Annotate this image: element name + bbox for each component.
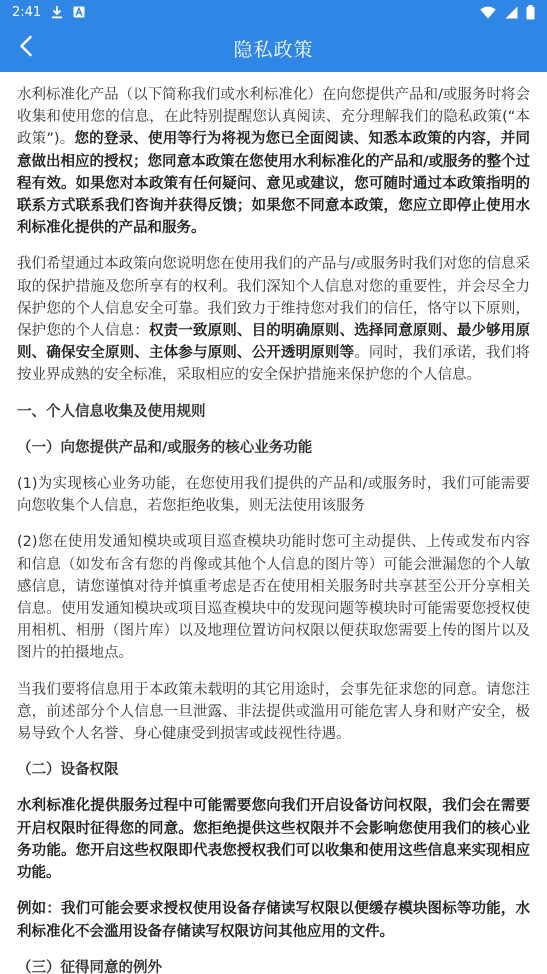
status-time: 2:41 [12, 4, 42, 20]
font-a-icon [73, 6, 85, 18]
principles-tail-text: 。同时，我们承诺，我们将按业界成熟的安全标准，采取相应的安全保护措施来保护您的个人信息。 [17, 345, 530, 384]
app-bar [0, 24, 547, 72]
section-heading-collection: 一、个人信息收集及使用规则 [17, 403, 206, 420]
battery-icon [526, 5, 535, 20]
back-button[interactable] [8, 24, 44, 72]
example-bold-text: 例如：我们可能会要求授权使用设备存储读写权限以便缓存模块图标等功能，水利标准化不会滥用设备存储读写权限访问其他应用的文件。 [17, 901, 530, 940]
permissions-paragraph [17, 795, 530, 884]
subsection-heading-core: （一）向您提供产品和/或服务的核心业务功能 [17, 439, 313, 456]
intro-bold-text: 您的登录、使用等行为将视为您已全面阅读、知悉本政策的内容，并同意做出相应的授权；您同意本政策在您使用水利标准化的产品和/或服务的整个过程有效。如果您对本政策有任何疑问、意见或建议，您可随时通过本政策指明的联系方式联系我们咨询并获得反馈；如果您不同意本政策，您应立即停止使用水利标准化提供的产品和服务。 [17, 131, 531, 237]
wifi-icon [480, 6, 496, 19]
principles-bold-text: 权责一致原则、目的明确原则、选择同意原则、最少够用原则、确保安全原则、主体参与原则、公开透明原则等 [17, 323, 531, 362]
status-bar [0, 0, 547, 24]
example-paragraph [17, 898, 530, 942]
page-title: 隐私政策 [233, 38, 314, 61]
subsection-heading-exceptions: （三）征得同意的例外 [17, 959, 162, 974]
subsection-heading-permissions: （二）设备权限 [17, 762, 119, 779]
list-item-core-function: (1)为实现核心业务功能，在您使用我们提供的产品和/或服务时，我们可能需要向您收集个人信息，若您拒绝收集，则无法使用该服务 [17, 476, 530, 515]
other-use-paragraph: 当我们要将信息用于本政策未载明的其它用途时，会事先征求您的同意。请您注意，前述部分个人信息一旦泄露、非法提供或滥用可能危害人身和财产安全，极易导致个人名誉、身心健康受到损害或歧视性待遇。 [17, 681, 530, 743]
intro-paragraph [17, 84, 530, 239]
back-arrow-icon [19, 35, 33, 61]
permissions-bold-text: 水利标准化提供服务过程中可能需要您向我们开启设备访问权限，我们会在需要开启权限时征得您的同意。您拒绝提供这些权限并不会影响您使用我们的核心业务功能。您开启这些权限即代表您授权我们可以收集和使用这些信息来实现相应功能。 [17, 798, 530, 882]
signal-icon [504, 6, 518, 19]
principles-text: 我们希望通过本政策向您说明您在使用我们的产品与/或服务时我们对您的信息采取的保护措施及您所享有的权利。我们深知个人信息对您的重要性，并会尽全力保护您的个人信息安全可靠。我们致力于维持您对我们的信任，恪守以下原则，保护您的个人信息： [17, 256, 530, 340]
list-item-upload-content: (2)您在使用发通知模块或项目巡查模块功能时您可主动提供、上传或发布内容和信息（如发布含有您的肖像或其他个人信息的图片等）可能会泄漏您的个人敏感信息，请您谨慎对待并慎重考虑是否在使用相关服务时共享甚至公开分享相关信息。使用发通知模块或项目巡查模块中的发现问题等模块时可能需要您授权使用相机、相册（图片库）以及地理位置访问权限以便获取您需要上传的图片以及图片的拍摄地点。 [17, 534, 530, 662]
intro-text: 水利标准化产品（以下简称我们或水利标准化）在向您提供产品和/或服务时将会收集和使用您的信息，在此特别提醒您认真阅读、充分理解我们的隐私政策(“本政策”)。 [17, 87, 530, 148]
privacy-policy-content[interactable] [0, 72, 547, 974]
download-icon [51, 5, 63, 19]
principles-paragraph [17, 253, 530, 386]
